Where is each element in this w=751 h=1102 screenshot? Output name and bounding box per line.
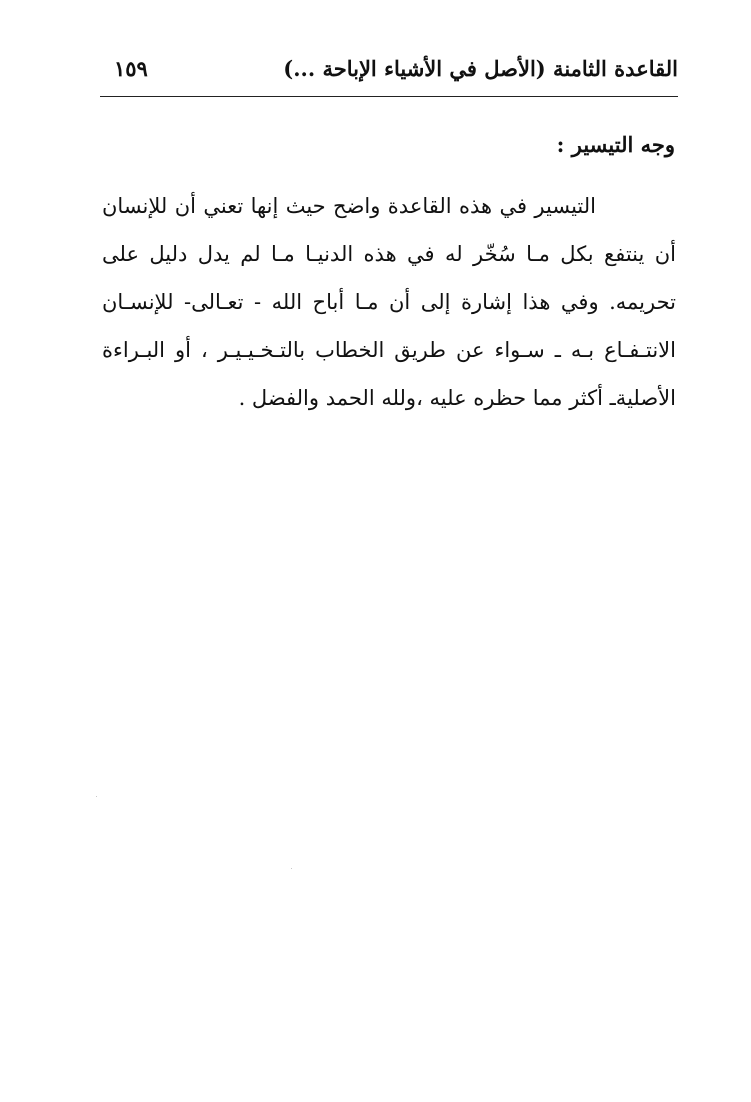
scan-speck [291, 868, 292, 869]
page-number: ١٥٩ [114, 56, 148, 81]
running-header-title: القاعدة الثامنة (الأصل في الأشياء الإباحة ...) [283, 56, 678, 81]
header-divider [100, 96, 678, 97]
body-line: تحريمه. وفي هذا إشارة إلى أن مـا أباح الله - تعـالى- للإنسـان [102, 290, 676, 314]
body-paragraph [102, 182, 676, 422]
body-line: الانتـفـاع بـه ـ سـواء عن طريق الخطاب بالتـخـيـيـر ، أو البـراءة [102, 338, 676, 362]
running-header [100, 52, 678, 92]
section-heading: وجه التيسير : [556, 132, 675, 157]
body-line: التيسير في هذه القاعدة واضح حيث إنها تعني أن للإنسان [102, 194, 596, 218]
scan-speck [96, 796, 97, 797]
body-line: أن ينتفع بكل مـا سُخّر له في هذه الدنيـا مـا لم يدل دليل على [102, 242, 676, 266]
body-line: الأصليةـ أكثر مما حظره عليه ،ولله الحمد والفضل . [238, 386, 676, 410]
